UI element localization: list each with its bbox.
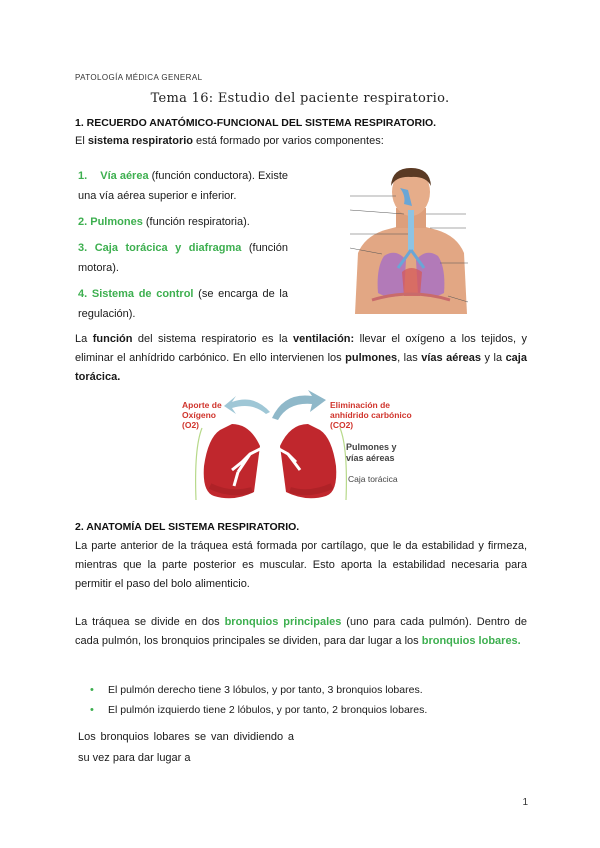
highlight-term: bronquios principales	[224, 616, 342, 628]
page-title: Tema 16: Estudio del paciente respiratorio.	[150, 91, 450, 106]
ventilation-diagram	[180, 388, 420, 508]
item-label: Vía aérea	[100, 170, 149, 182]
item-text: (función respiratoria).	[142, 216, 250, 228]
list-item	[78, 212, 288, 232]
para-text: La	[75, 333, 93, 345]
bronchi-paragraph	[75, 613, 527, 651]
respiratory-anatomy-illustration	[330, 168, 492, 314]
oxygen-arrow	[224, 396, 270, 414]
para-text: y la	[481, 352, 506, 364]
item-label: Sistema de control	[91, 288, 194, 300]
para-text: del sistema respiratorio es la	[132, 333, 294, 345]
para-bold: función	[92, 333, 133, 345]
running-header: PATOLOGÍA MÉDICA GENERAL	[75, 73, 203, 82]
para-text: , las	[397, 352, 422, 364]
list-item	[78, 284, 288, 324]
components-list	[78, 166, 288, 330]
list-item	[78, 166, 288, 206]
para-bold: pulmones	[345, 352, 398, 364]
list-item: • El pulmón izquierdo tiene 2 lóbulos, y por tanto, 2 bronquios lobares.	[90, 700, 530, 720]
trachea-paragraph: La parte anterior de la tráquea está formada por cartílago, que le da estabilidad y firmeza, mientras que la parte posterior es muscular. Esto aporta la estabilidad necesaria para permitir el paso del bolo alimenticio.	[75, 540, 527, 590]
page-number: 1	[522, 797, 528, 808]
co2-label: Eliminación de anhídrido carbónico (CO2)	[330, 400, 412, 430]
rib-cage-line-left	[196, 428, 202, 500]
lobes-bullet-list	[90, 680, 530, 720]
para-text: La tráquea se divide en dos	[75, 616, 225, 628]
oxygen-label: Aporte de Oxígeno (O2)	[182, 400, 222, 430]
highlight-term: bronquios lobares.	[421, 635, 521, 647]
rib-cage-label: Caja torácica	[348, 474, 398, 484]
lobar-bronchi-paragraph: Los bronquios lobares se van dividiendo a su vez para dar lugar a	[78, 731, 294, 764]
item-text: (función motora).	[78, 242, 288, 274]
function-paragraph	[75, 330, 527, 387]
item-number: 1.	[78, 170, 88, 182]
lungs-airways-label: Pulmones y vías aéreas	[346, 442, 397, 463]
para-bold: ventilación:	[293, 333, 355, 345]
intro-text-end: está formado por varios componentes:	[193, 135, 384, 147]
para-text: llevar el oxígeno a los tejidos, y eliminar el anhídrido carbónico. En ello intervienen los	[75, 333, 527, 364]
section-2-heading: 2. ANATOMÍA DEL SISTEMA RESPIRATORIO.	[75, 521, 300, 533]
list-item: • El pulmón derecho tiene 3 lóbulos, y por tanto, 3 bronquios lobares.	[90, 680, 530, 700]
item-number: 4.	[78, 288, 88, 300]
para-bold: caja torácica.	[75, 352, 527, 383]
item-number: 3.	[78, 242, 88, 254]
trachea	[265, 416, 275, 446]
item-number: 2.	[78, 216, 88, 228]
section-1-intro	[75, 132, 527, 151]
item-label: Pulmones	[90, 216, 143, 228]
co2-arrow	[272, 390, 326, 420]
item-label: Caja torácica y diafragma	[94, 242, 242, 254]
list-item	[78, 238, 288, 278]
para-bold: vías aéreas	[421, 352, 481, 364]
section-1-heading: 1. RECUERDO ANATÓMICO-FUNCIONAL DEL SISTEMA RESPIRATORIO.	[75, 117, 437, 129]
para-text: (uno para cada pulmón). Dentro de cada pulmón, los bronquios principales se dividen, para dar lugar a los	[75, 616, 527, 647]
intro-bold: sistema respiratorio	[87, 135, 193, 147]
rib-cage-line-right	[340, 428, 346, 500]
item-text: (función conductora). Existe una vía aérea superior e inferior.	[78, 170, 288, 202]
intro-text: El	[75, 135, 88, 147]
item-text: (se encarga de la regulación).	[78, 288, 288, 320]
